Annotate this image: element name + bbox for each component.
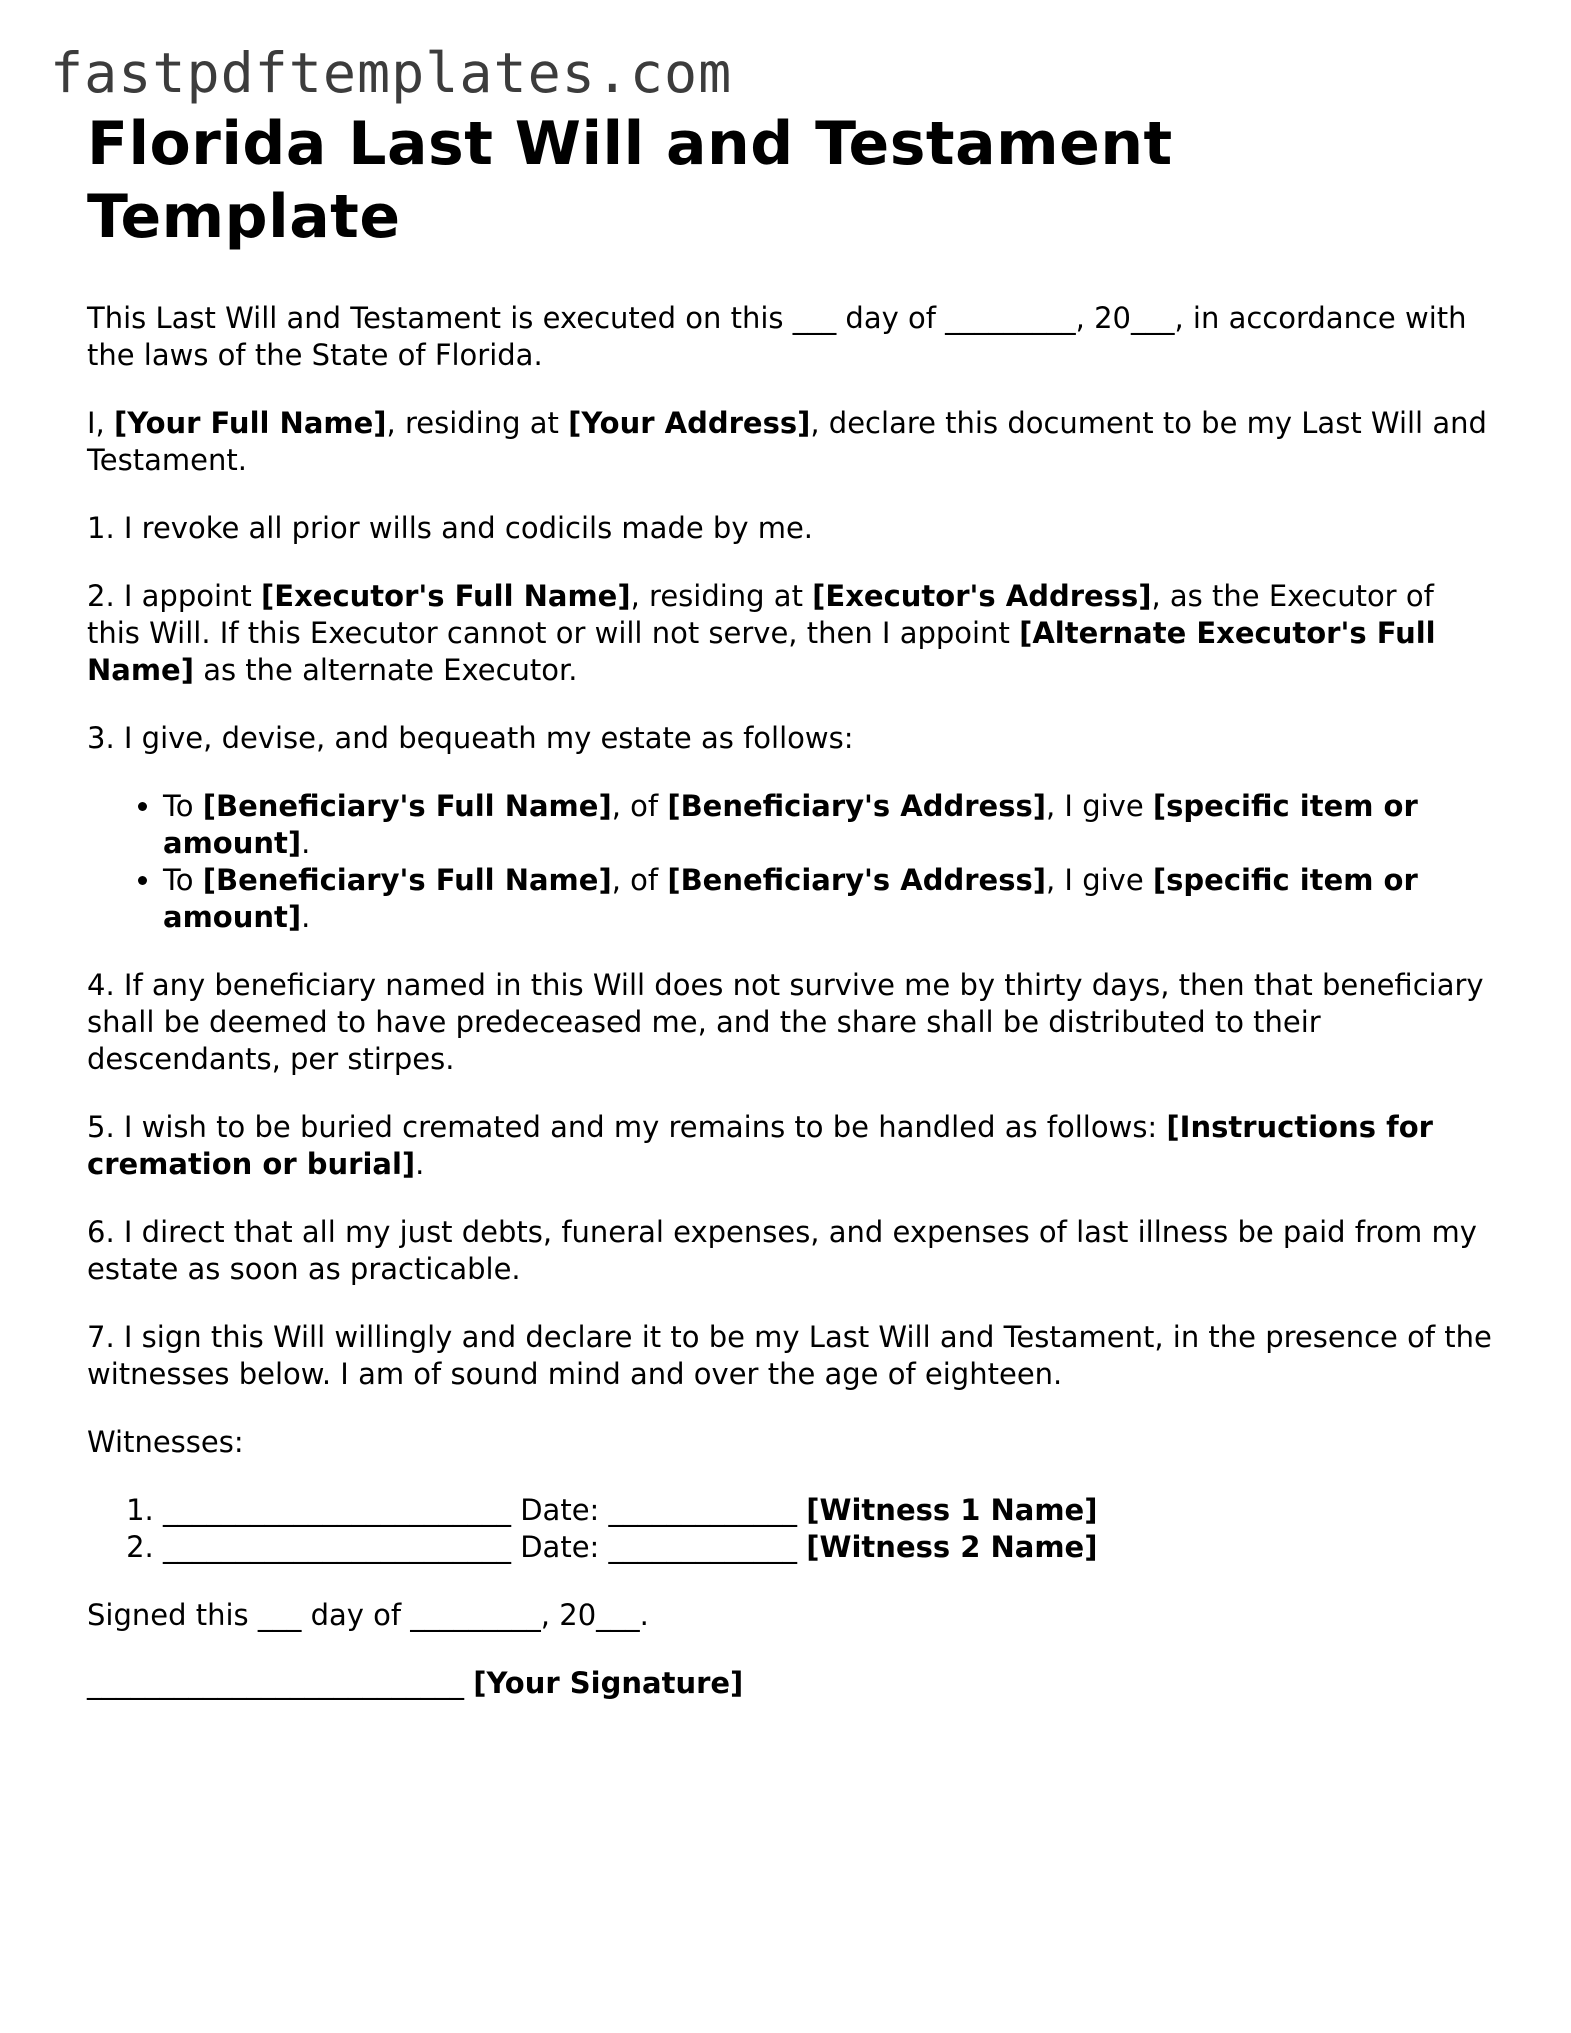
clause-2-mid2: , as the Executor of this Will. If this Executor cannot or will not serve, then I appoint [87,579,1434,650]
intro-paragraph: This Last Will and Testament is executed on this ___ day of _________, 20___, in accordance with the laws of the State of Florida. [87,301,1467,372]
clause-1: 1. I revoke all prior wills and codicils made by me. [87,511,814,545]
declaration-paragraph [87,405,1492,479]
signature-line [87,1665,1492,1702]
witness-line [163,1529,1492,1566]
witness-name-placeholder: [Witness 1 Name] [806,1493,1098,1527]
clause-6: 6. I direct that all my just debts, funeral expenses, and expenses of last illness be paid from my estate as soon as practicable. [87,1215,1477,1286]
witnesses-label: Witnesses: [87,1425,244,1459]
bequest-item-placeholder: [specific item or amount] [163,789,1418,860]
witness-blank: ________________________ Date: _____________ [163,1530,807,1564]
alternate-executor-placeholder: [Alternate Executor's Full Name] [87,616,1436,687]
clause-2-suffix: as the alternate Executor. [193,653,578,687]
beneficiary-address-placeholder: [Beneficiary's Address] [667,789,1046,823]
document-body [87,300,1492,1702]
bequest-to: To [163,863,203,897]
executor-address-placeholder: [Executor's Address] [812,579,1152,613]
bequest-to: To [163,789,203,823]
bequest-give: , I give [1046,789,1153,823]
bequest-item [163,862,1492,936]
witness-line [163,1492,1492,1529]
clause-2 [87,578,1492,689]
bequest-end: . [301,900,311,934]
witness-list [87,1492,1492,1566]
clause-4: 4. If any beneficiary named in this Will does not survive me by thirty days, then that beneficiary shall be deemed to have predeceased me, and the share shall be distributed to their descendants, per stirpes. [87,968,1484,1076]
bequest-end: . [301,826,311,860]
bequest-of: , of [611,789,668,823]
declaration-prefix: I, [87,406,114,440]
signed-line: Signed this ___ day of _________, 20___. [87,1598,649,1632]
bequest-item-placeholder: [specific item or amount] [163,863,1418,934]
clause-2-prefix: 2. I appoint [87,579,262,613]
burial-instructions-placeholder: [Instructions for cremation or burial] [87,1110,1433,1181]
watermark: fastpdftemplates.com [50,41,733,105]
clause-5 [87,1109,1492,1183]
signature-blank: __________________________ [87,1666,474,1700]
beneficiary-address-placeholder: [Beneficiary's Address] [667,863,1046,897]
executor-name-placeholder: [Executor's Full Name] [261,579,631,613]
declaration-mid: , residing at [386,406,569,440]
beneficiary-name-placeholder: [Beneficiary's Full Name] [202,863,612,897]
bequest-of: , of [611,863,668,897]
clause-5-text: 5. I wish to be buried cremated and my remains to be handled as follows: [87,1110,1167,1144]
document-title: Florida Last Will and Testament Template [87,109,1173,252]
bequest-list [87,788,1492,936]
testator-name-placeholder: [Your Full Name] [114,406,387,440]
declaration-suffix: , declare this document to be my Last Will and Testament. [87,406,1487,477]
clause-5-end: . [415,1147,425,1181]
beneficiary-name-placeholder: [Beneficiary's Full Name] [202,789,612,823]
clause-3: 3. I give, devise, and bequeath my estate as follows: [87,721,854,755]
clause-7: 7. I sign this Will willingly and declare it to be my Last Will and Testament, in the presence of the witnesses below. I am of sound mind and over the age of eighteen. [87,1320,1492,1391]
signature-placeholder: [Your Signature] [473,1666,744,1700]
clause-2-mid1: , residing at [630,579,813,613]
witness-name-placeholder: [Witness 2 Name] [806,1530,1098,1564]
document-page [87,108,1492,1702]
bequest-item [163,788,1492,862]
bequest-give: , I give [1046,863,1153,897]
witness-blank: ________________________ Date: _____________ [163,1493,807,1527]
testator-address-placeholder: [Your Address] [568,406,811,440]
